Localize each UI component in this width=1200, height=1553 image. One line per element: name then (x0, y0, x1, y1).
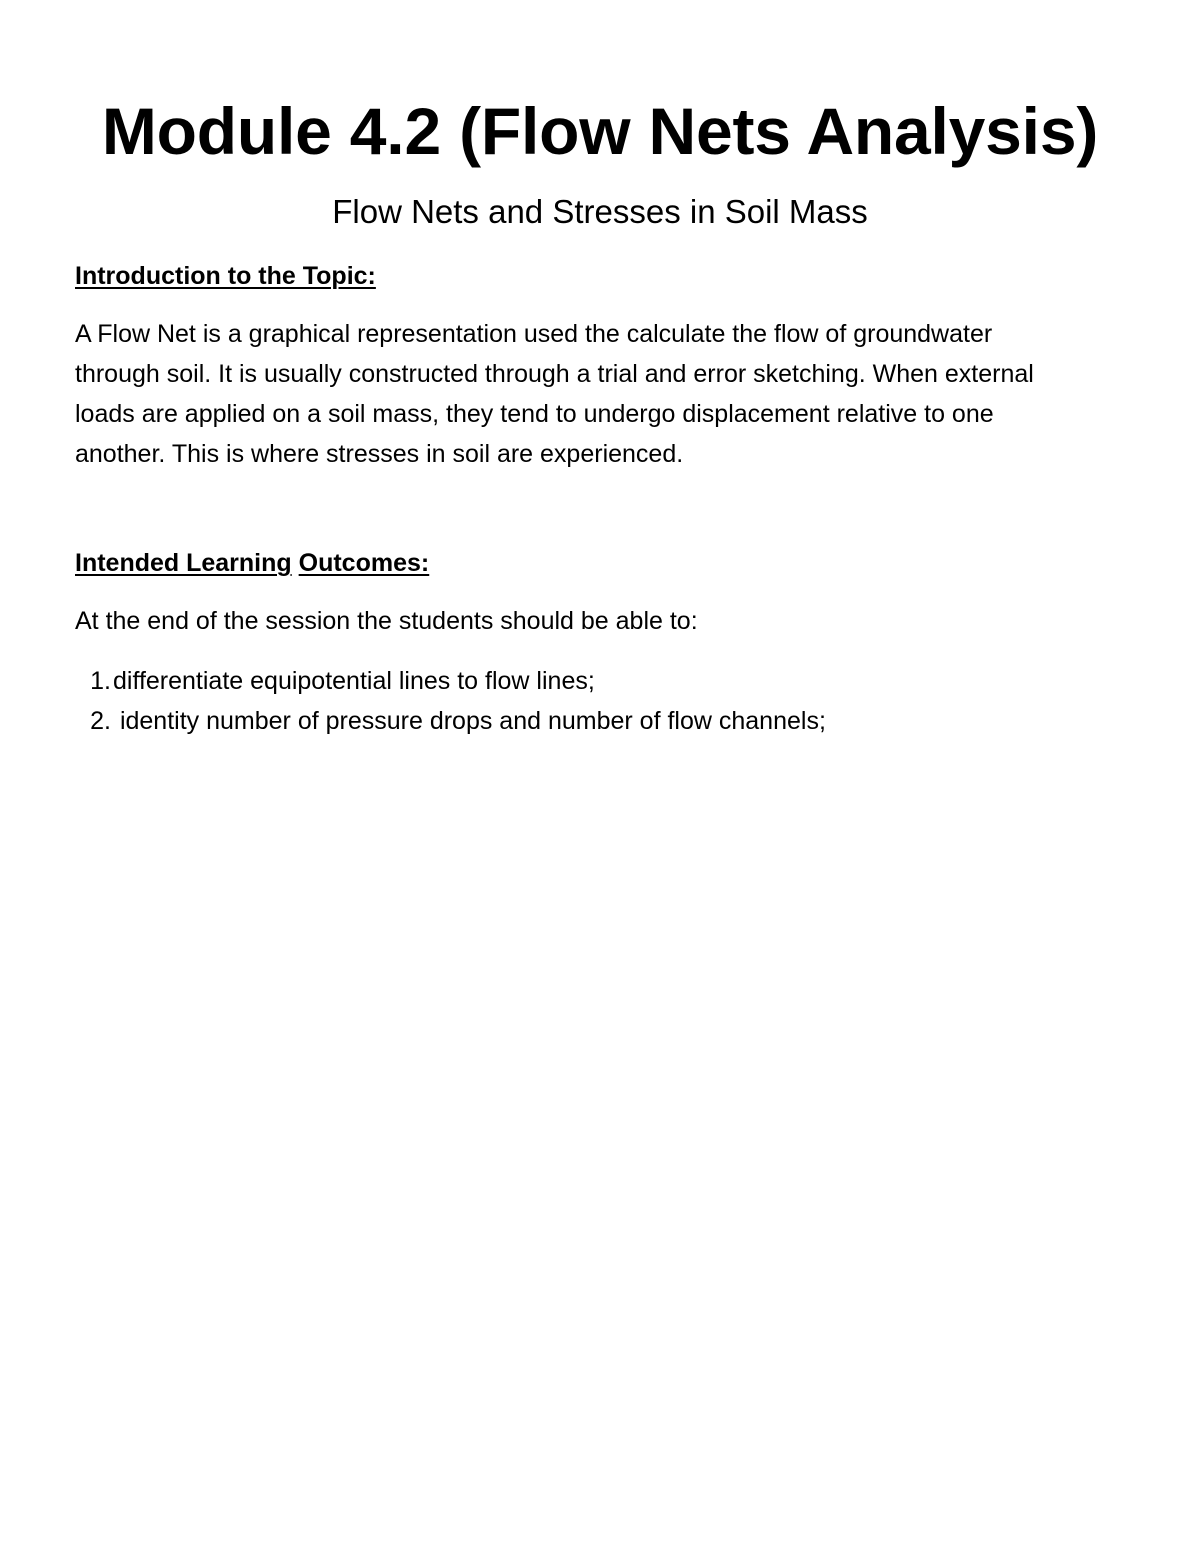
outcomes-heading (75, 548, 429, 578)
list-item-number: 2. (90, 707, 111, 735)
paragraph-line: loads are applied on a soil mass, they tend to undergo displacement relative to one (75, 400, 994, 428)
introduction-paragraph (75, 314, 1145, 474)
paragraph-line: A Flow Net is a graphical representation used the calculate the flow of groundwater (75, 320, 993, 348)
page-title: Module 4.2 (Flow Nets Analysis) (101, 94, 1099, 168)
list-item-number: 1. (90, 667, 111, 695)
outcomes-heading-part2: Outcomes: (298, 549, 430, 577)
outcomes-lead: At the end of the session the students should be able to: (75, 607, 698, 635)
list-item (75, 701, 1125, 741)
list-item-text: identity number of pressure drops and number of flow channels; (113, 707, 826, 735)
outcomes-list (75, 661, 1125, 741)
list-item-text: differentiate equipotential lines to flow lines; (113, 667, 595, 695)
paragraph-line: another. This is where stresses in soil are experienced. (75, 440, 684, 468)
paragraph-line: through soil. It is usually constructed through a trial and error sketching. When external (75, 360, 1034, 388)
list-item (75, 661, 1125, 701)
introduction-heading (75, 261, 376, 291)
page-subtitle: Flow Nets and Stresses in Soil Mass (332, 193, 868, 230)
outcomes-heading-part1: Intended Learning (75, 549, 292, 577)
introduction-heading-text: Introduction to the Topic: (75, 262, 376, 290)
